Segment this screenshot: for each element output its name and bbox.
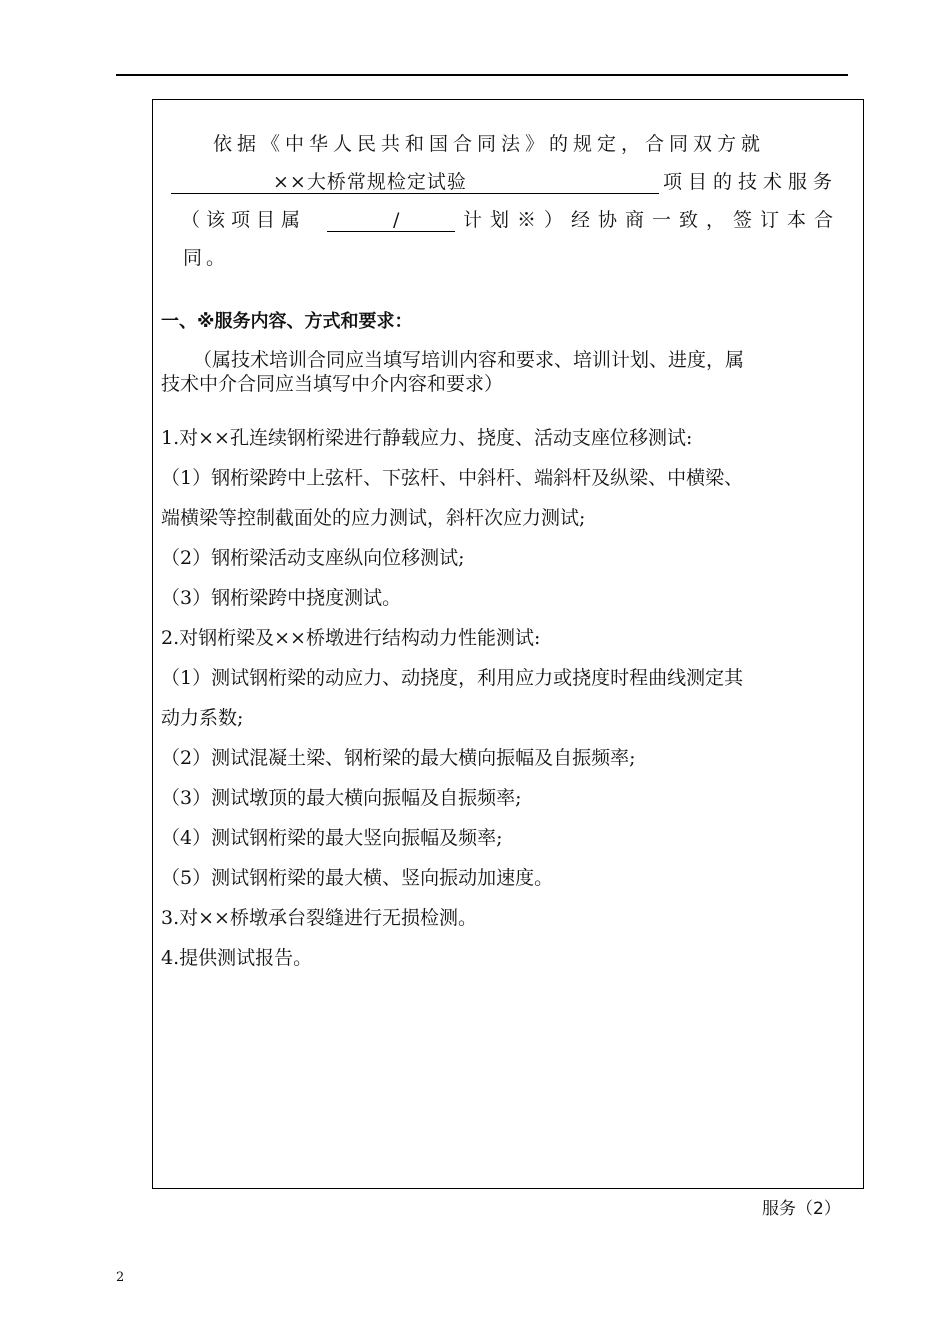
list-item: 3.对××桥墩承台裂缝进行无损检测。 [161,907,477,929]
list-item: （1）钢桁梁跨中上弦杆、下弦杆、中斜杆、端斜杆及纵梁、中横梁、 [161,467,744,489]
list-item: 端横梁等控制截面处的应力测试，斜杆次应力测试; [161,507,586,529]
footer-label: 服务（2） [762,1199,841,1219]
list-item: （4）测试钢桁梁的最大竖向振幅及频率; [161,827,503,849]
project-name: ××大桥常规检定试验 [273,171,467,193]
section-note-line-2: 技术中介合同应当填写中介内容和要求） [161,373,504,395]
list-item: （3）钢桁梁跨中挠度测试。 [161,587,402,609]
intro-line-1: 依据《中华人民共和国合同法》的规定，合同双方就 [213,133,766,155]
plan-underline [327,231,455,232]
list-item: 2.对钢桁梁及××桥墩进行结构动力性能测试: [161,627,541,649]
list-item: （5）测试钢桁梁的最大横、竖向振动加速度。 [161,867,554,889]
intro-line-3-prefix: （该项目属 [181,209,307,231]
project-name-underline [171,193,659,194]
intro-line-3-suffix: 计划※）经协商一致，签订本合 [463,209,842,231]
intro-line-4: 同。 [183,247,230,269]
plan-value: / [393,209,400,231]
list-item: （2）测试混凝土梁、钢桁梁的最大横向振幅及自振频率; [161,747,636,769]
intro-line-2-suffix: 项目的技术服务 [663,171,839,193]
list-item: 1.对××孔连续钢桁梁进行静载应力、挠度、活动支座位移测试: [161,427,693,449]
header-rule [116,74,848,76]
section-note-line-1: （属技术培训合同应当填写培训内容和要求、培训计划、进度，属 [193,349,745,371]
list-item: （3）测试墩顶的最大横向振幅及自振频率; [161,787,522,809]
page-number: 2 [116,1270,125,1285]
list-item: （1）测试钢桁梁的动应力、动挠度，利用应力或挠度时程曲线测定其 [161,667,744,689]
contract-content-box [152,99,864,1189]
list-item: 4.提供测试报告。 [161,947,313,969]
list-item: （2）钢桁梁活动支座纵向位移测试; [161,547,465,569]
list-item: 动力系数; [161,707,244,729]
section-heading: 一、※服务内容、方式和要求： [161,311,413,332]
